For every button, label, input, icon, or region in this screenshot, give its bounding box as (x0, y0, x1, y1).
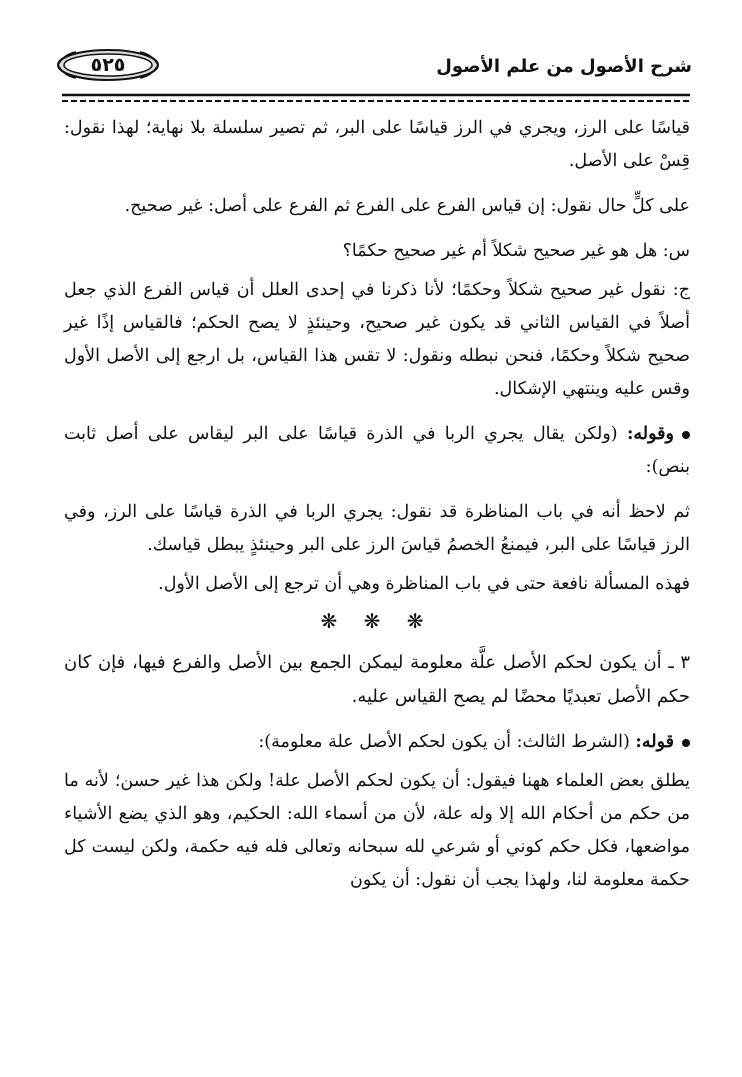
page-body (64, 112, 690, 897)
paragraph: ثم لاحظ أنه في باب المناظرة قد نقول: يجري الربا في الذرة قياسًا على الرز، وفي الرز قياسًا على البر، فيمنعُ الخصمُ قياسَ الرز على البر وحينئذٍ يبطل قياسك. (64, 502, 690, 555)
paragraph: على كلٍّ حال نقول: إن قياس الفرع على الفرع ثم الفرع على أصل: غير صحيح. (124, 196, 690, 216)
paragraph: يطلق بعض العلماء ههنا فيقول: أن يكون لحكم الأصل علة! ولكن هذا غير حسن؛ لأنه ما من حكم من أحكام الله إلا وله علة، لأن من أسماء الله: الحكيم، وهو الذي يضع الأشياء مواضعها، فكل حكم كوني أو شرعي لله سبحانه وتعالى فله فيه حكمة، ولكن ليست كل حكمة معلومة لنا، ولهذا يجب أن نقول: أن يكون (64, 771, 690, 890)
book-title: شرح الأصول من علم الأصول (436, 56, 692, 77)
quote-paragraph (64, 418, 690, 484)
quote-lead: وقوله: (626, 424, 674, 444)
paragraph: فهذه المسألة نافعة حتى في باب المناظرة وهي أن ترجع إلى الأصل الأول. (158, 574, 690, 594)
page-header (56, 42, 692, 90)
quote-lead: قوله: (635, 732, 674, 752)
quote-text: (ولكن يقال يجري الربا في الذرة قياسًا على البر ليقاس على أصل ثابت بنص): (64, 424, 690, 477)
page-number: ٥٢٥ (90, 54, 126, 76)
header-divider (62, 93, 690, 105)
quote-text: (الشرط الثالث: أن يكون لحكم الأصل علة معلومة): (258, 732, 630, 752)
page-number-badge (56, 48, 160, 82)
question-paragraph: س: هل هو غير صحيح شكلاً أم غير صحيح حكمًا؟ (342, 241, 690, 261)
paragraph: قياسًا على الرز، ويجري في الرز قياسًا على البر، ثم تصير سلسلة بلا نهاية؛ لهذا نقول: قِسْ على الأصل. (64, 118, 690, 171)
bullet-icon (682, 431, 690, 439)
answer-paragraph: ج: نقول غير صحيح شكلاً وحكمًا؛ لأنا ذكرنا في إحدى العلل أن قياس الفرع الذي جعل أصلاً في القياس الثاني قد يكون غير صحيح، وحينئذٍ لا يصح الحكم؛ فالقياس إذًا غير صحيح شكلاً وحكمًا، فنحن نبطله ونقول: لا تقس هذا القياس، بل ارجع إلى الأصل الأول وقس عليه وينتهي الإشكال. (64, 280, 690, 399)
rule-paragraph: ٣ ـ أن يكون لحكم الأصل علَّة معلومة ليمكن الجمع بين الأصل والفرع فيها، فإن كان حكم الأصل تعبديًا محضًا لم يصح القياس عليه. (64, 652, 690, 707)
section-separator: ❋ ❋ ❋ (320, 609, 434, 633)
quote-paragraph (64, 726, 690, 759)
bullet-icon (682, 739, 690, 747)
